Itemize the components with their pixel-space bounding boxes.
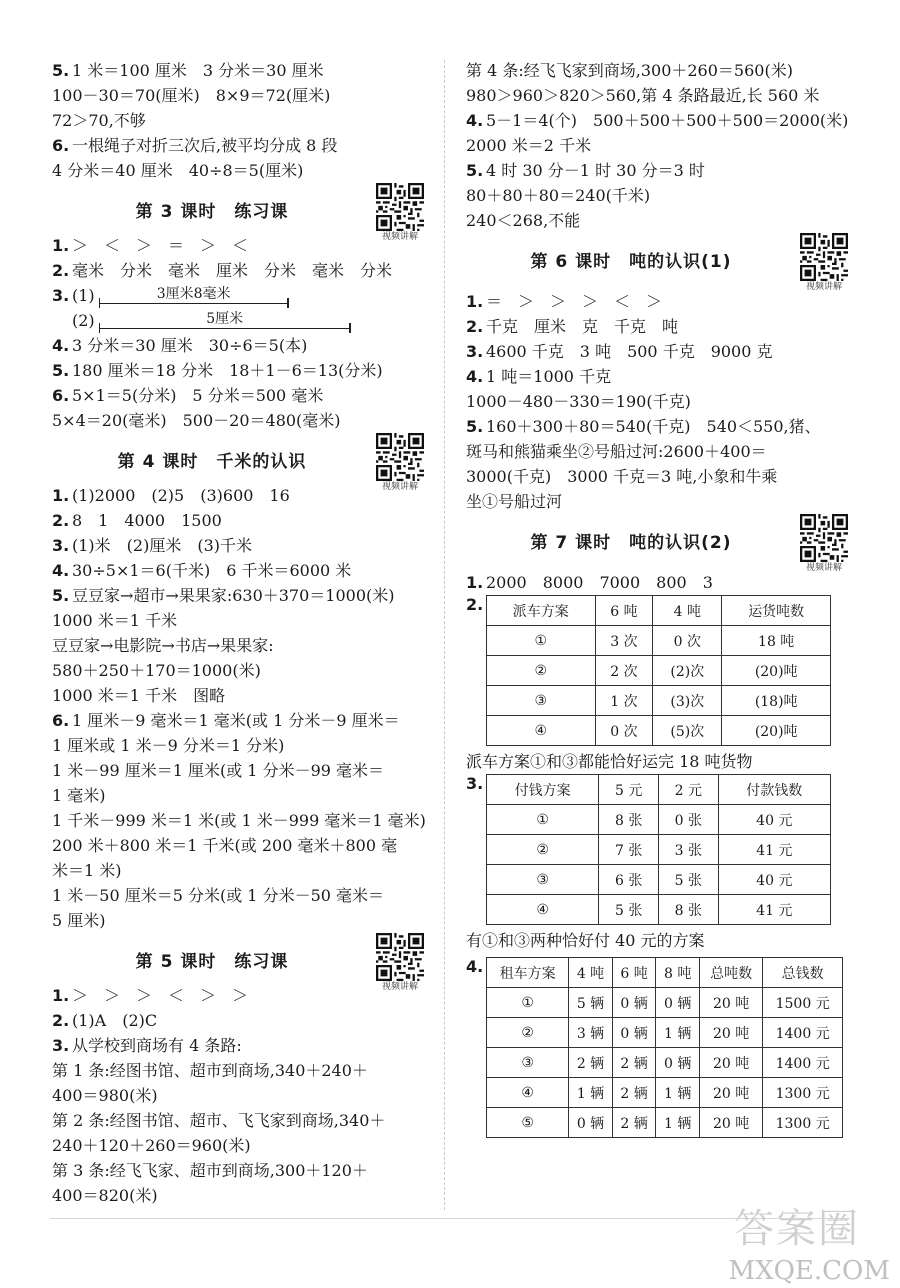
answer-line: (1)A (2)C (72, 1011, 158, 1030)
table-cell: 4 吨 (569, 958, 613, 988)
answer-line: 1 厘米或 1 米－9 分米＝1 分米) (52, 736, 285, 755)
answer-line: 4 时 30 分－1 时 30 分＝3 时 (486, 161, 705, 180)
table-cell: ④ (487, 716, 596, 746)
answer-line: 3000(千克) 3000 千克＝3 吨,小象和牛乘 (466, 467, 778, 486)
table-cell: ③ (487, 1048, 569, 1078)
table-cell: 0 辆 (569, 1108, 613, 1138)
column-divider (444, 60, 445, 1210)
table-cell: (20)吨 (722, 716, 831, 746)
table-cell: 0 辆 (612, 988, 656, 1018)
table-cell: 41 元 (718, 835, 830, 865)
table-note: 有①和③两种恰好付 40 元的方案 (466, 931, 705, 950)
answer-line: 第 4 条:经飞飞家到商场,300＋260＝560(米) (466, 61, 793, 80)
table-cell: 1 辆 (656, 1078, 700, 1108)
table-cell: 1 辆 (656, 1108, 700, 1138)
table-row (487, 656, 831, 686)
q6-line: 4 分米＝40 厘米 40÷8＝5(厘米) (52, 161, 304, 180)
answer-line: 3 分米＝30 厘米 30÷6＝5(本) (72, 336, 308, 355)
answer-line: 1 厘米－9 毫米＝1 毫米(或 1 分米－9 厘米＝ (72, 711, 400, 730)
section-title: 第 5 课时 练习课 (135, 952, 289, 972)
answer-line: 5 厘米) (52, 911, 106, 930)
qr-code[interactable]: 视频讲解 (798, 514, 850, 574)
table-header-row (487, 596, 831, 626)
answer-line: 80＋80＋80＝240(千米) (466, 186, 651, 205)
table-cell: 8 张 (599, 805, 659, 835)
answer-line: 从学校到商场有 4 条路: (72, 1036, 242, 1055)
answer-line: 1000－480－330＝190(千克) (466, 392, 691, 411)
table-cell: 2 辆 (612, 1108, 656, 1138)
qr-code[interactable]: 视频讲解 (374, 183, 426, 243)
answer-line: 1 米－99 厘米＝1 厘米(或 1 分米－99 毫米＝ (52, 761, 385, 780)
answer-line: ＝ ＞ ＞ ＞ ＜ ＞ (486, 292, 663, 311)
right-column: 第 4 条:经飞飞家到商场,300＋260＝560(米) 980＞960＞820＞560,第 4 条路最近,长 560 米 4. 5－1＝4(个) 500＋500＋500＋500＝2000(米) 2000 米＝2 千米 5. 4 时 30 分－1 时 30 分＝3 时 80＋80＋80＝240(千米) 240＜268,不能 第 6 课时 吨的认识(1) 视频讲解 1. ＝ ＞ ＞ ＞ ＜ ＞ 2. 千克 厘米 克 千克 吨 3. 4600 千克 3 吨 500 千克 9000 克 4. 1 吨＝1000 千克 1000－480－330＝190(千克) 5. 160＋300＋80＝540(千克) 540＜550,猪、 斑马和熊猫乘坐②号船过河:2600＋400＝ 3000(千克) 3000 千克＝3 吨,小象和牛乘 坐①号船过河 第 7 课时 吨的认识(2) 视频讲解 1. 2000 8000 7000 800 3 2. 派车方案 6 吨 4 吨 运货吨数 ① 3 次 0 次 18 吨 ② 2 次 (2)次 (20)吨 ③ 1 次 (3)次 (18)吨 ④ 0 次 (5)次 (20)吨 派车方案①和③都能恰好运完 18 吨货物 3. 付钱方案 5 元 2 元 付款钱数 ① 8 张 0 张 40 元 ② 7 张 3 张 41 元 ③ 6 张 5 张 40 元 ④ 5 张 8 张 41 元 有①和③两种恰好付 40 元的方案 4. 租车方案 4 吨 6 吨 8 吨 总吨数 总钱数 ① 5 辆 0 辆 0 辆 20 吨 1500 元 ② 3 辆 0 辆 1 辆 20 吨 1400 元 ③ 2 辆 2 辆 0 辆 20 吨 1400 元 ④ 1 辆 2 辆 1 辆 20 吨 1300 元 ⑤ 0 辆 2 辆 1 辆 20 吨 1300 元 (466, 58, 856, 1138)
table-cell: 0 次 (653, 626, 722, 656)
qr-code-icon (800, 514, 848, 562)
answer-line: 1 千米－999 米＝1 米(或 1 米－999 毫米＝1 毫米) (52, 811, 426, 830)
q4-table-block: 4. 租车方案 4 吨 6 吨 8 吨 总吨数 总钱数 ① 5 辆 0 辆 0 辆 20 吨 1500 元 ② 3 辆 0 辆 1 辆 20 吨 1400 元 ③ 2 辆 2 辆 0 辆 20 吨 1400 元 ④ 1 辆 2 辆 1 辆 20 吨 1300 元 ⑤ 0 辆 2 辆 1 辆 20 吨 1300 元 (466, 957, 856, 1138)
section-title: 第 7 课时 吨的认识(2) (530, 533, 732, 553)
table-cell: 6 张 (599, 865, 659, 895)
table-header-row (487, 775, 831, 805)
table-cell: 0 次 (595, 716, 653, 746)
table-cell: 租车方案 (487, 958, 569, 988)
segment-drawing-1: 3. (1) 3厘米8毫米 (52, 283, 432, 308)
answer-line: 第 2 条:经图书馆、超市、飞飞家到商场,340＋ (52, 1111, 386, 1130)
table-cell: 1 辆 (656, 1018, 700, 1048)
table-row (487, 865, 831, 895)
table-cell: ② (487, 656, 596, 686)
answer-line: 斑马和熊猫乘坐②号船过河:2600＋400＝ (466, 442, 767, 461)
table-cell: 1 次 (595, 686, 653, 716)
table-cell: 2 元 (658, 775, 718, 805)
segment-drawing-2: (2) 5厘米 (52, 308, 432, 333)
q5-block: 5. 1 米＝100 厘米 3 分米＝30 厘米 100－30＝70(厘米) 8×9＝72(厘米) 72＞70,不够 (52, 58, 432, 133)
table-cell: 18 吨 (722, 626, 831, 656)
answer-line: 豆豆家→电影院→书店→果果家: (52, 636, 274, 655)
q6-block: 6. 一根绳子对折三次后,被平均分成 8 段 4 分米＝40 厘米 40÷8＝5(厘米) (52, 133, 432, 183)
table-row (487, 716, 831, 746)
table-cell: 0 辆 (656, 988, 700, 1018)
answer-line: ＞ ＜ ＞ ＝ ＞ ＜ (72, 236, 249, 255)
left-column: 5. 1 米＝100 厘米 3 分米＝30 厘米 100－30＝70(厘米) 8×9＝72(厘米) 72＞70,不够 6. 一根绳子对折三次后,被平均分成 8 段 4 分米＝40 厘米 40÷8＝5(厘米) 第 3 课时 练习课 视频讲解 1. ＞ ＜ ＞ ＝ ＞ ＜ 2. 毫米 分米 毫米 厘米 分米 毫米 分米 3. (1) 3厘米8毫米 (2) 5厘米 4. 3 分米＝30 厘米 30÷6＝5(本) 5. 180 厘米＝18 分米 18＋1－6＝13(分米) 6. 5×1＝5(分米) 5 分米＝500 毫米 5×4＝20(毫米) 500－20＝480(毫米) 第 4 课时 千米的认识 视频讲解 1. (1)2000 (2)5 (3)600 16 2. 8 1 4000 1500 3. (1)米 (2)厘米 (3)千米 4. 30÷5×1＝6(千米) 6 千米＝6000 米 5. 豆豆家→超市→果果家:630＋370＝1000(米) 1000 米＝1 千米 豆豆家→电影院→书店→果果家: 580＋250＋170＝1000(米) 1000 米＝1 千米 图略 6. 1 厘米－9 毫米＝1 毫米(或 1 分米－9 厘米＝ 1 厘米或 1 米－9 分米＝1 分米) 1 米－99 厘米＝1 厘米(或 1 分米－99 毫米＝ 1 毫米) 1 千米－999 米＝1 米(或 1 米－999 毫米＝1 毫米) 200 米＋800 米＝1 千米(或 200 毫米＋800 毫 米＝1 米) 1 米－50 厘米＝5 分米(或 1 分米－50 毫米＝ 5 厘米) 第 5 课时 练习课 视频讲解 1. ＞ ＞ ＞ ＜ ＞ ＞ 2. (1)A (2)C 3. 从学校到商场有 4 条路: 第 1 条:经图书馆、超市到商场,340＋240＋ 400＝980(米) 第 2 条:经图书馆、超市、飞飞家到商场,340＋ 240＋120＋260＝960(米) 第 3 条:经飞飞家、超市到商场,300＋120＋ 400＝820(米) (52, 58, 432, 1208)
table-cell: 3 辆 (569, 1018, 613, 1048)
lesson3-header (52, 183, 432, 242)
answer-line: 千克 厘米 克 千克 吨 (486, 317, 679, 336)
table-cell: ③ (487, 686, 596, 716)
table-cell: 1500 元 (763, 988, 843, 1018)
lesson5-header (52, 933, 432, 992)
table-cell: 8 吨 (656, 958, 700, 988)
table-cell: 2 辆 (612, 1048, 656, 1078)
table-cell: ③ (487, 865, 599, 895)
answer-line: 毫米 分米 毫米 厘米 分米 毫米 分米 (72, 261, 393, 280)
table-cell: 0 辆 (612, 1018, 656, 1048)
table-cell: 20 吨 (699, 1018, 762, 1048)
table-cell: 20 吨 (699, 1078, 762, 1108)
table-row (487, 895, 831, 925)
table-cell: 3 张 (658, 835, 718, 865)
answer-line: 400＝980(米) (52, 1086, 158, 1105)
table-cell: 4 吨 (653, 596, 722, 626)
table-cell: 付钱方案 (487, 775, 599, 805)
table-row (487, 1048, 843, 1078)
table-cell: 1 辆 (569, 1078, 613, 1108)
table-cell: ② (487, 1018, 569, 1048)
table-cell: (5)次 (653, 716, 722, 746)
answer-line: 1000 米＝1 千米 (52, 611, 178, 630)
table-cell: 2 辆 (569, 1048, 613, 1078)
section-title: 第 6 课时 吨的认识(1) (530, 252, 732, 272)
qr-code[interactable]: 视频讲解 (374, 933, 426, 993)
table-header-row (487, 958, 843, 988)
table-cell: 5 张 (599, 895, 659, 925)
table-cell: (3)次 (653, 686, 722, 716)
table-cell: (2)次 (653, 656, 722, 686)
answer-line: 第 3 条:经飞飞家、超市到商场,300＋120＋ (52, 1161, 368, 1180)
table-cell: 付款钱数 (718, 775, 830, 805)
answer-line: 200 米＋800 米＝1 千米(或 200 毫米＋800 毫 (52, 836, 398, 855)
table-row (487, 1018, 843, 1048)
dispatch-plan-table (486, 595, 831, 746)
answer-line: 180 厘米＝18 分米 18＋1－6＝13(分米) (72, 361, 383, 380)
table-cell: ① (487, 626, 596, 656)
rental-plan-table (486, 957, 843, 1138)
table-row (487, 1108, 843, 1138)
answer-line: 5×1＝5(分米) 5 分米＝500 毫米 (72, 386, 324, 405)
table-cell: 1300 元 (763, 1078, 843, 1108)
answer-line: 2000 8000 7000 800 3 (486, 573, 713, 592)
table-cell: 5 张 (658, 865, 718, 895)
table-row (487, 805, 831, 835)
table-cell: ② (487, 835, 599, 865)
answer-line: 980＞960＞820＞560,第 4 条路最近,长 560 米 (466, 86, 820, 105)
lesson7-header (466, 514, 856, 573)
table-cell: 20 吨 (699, 1108, 762, 1138)
payment-plan-table (486, 774, 831, 925)
answer-line: 2000 米＝2 千米 (466, 136, 592, 155)
table-cell: 40 元 (718, 865, 830, 895)
answer-line: 30÷5×1＝6(千米) 6 千米＝6000 米 (72, 561, 352, 580)
table-cell: 6 吨 (595, 596, 653, 626)
table-cell: ④ (487, 1078, 569, 1108)
qr-code[interactable]: 视频讲解 (374, 433, 426, 493)
answer-line: (1)2000 (2)5 (3)600 16 (72, 486, 290, 505)
q5-line: 100－30＝70(厘米) 8×9＝72(厘米) (52, 86, 331, 105)
table-cell: 20 吨 (699, 1048, 762, 1078)
table-cell: 派车方案 (487, 596, 596, 626)
section-title: 第 3 课时 练习课 (135, 202, 289, 222)
answer-line: 8 1 4000 1500 (72, 511, 222, 530)
answer-line: 160＋300＋80＝540(千克) 540＜550,猪、 (486, 417, 821, 436)
table-row (487, 988, 843, 1018)
answer-line: 豆豆家→超市→果果家:630＋370＝1000(米) (72, 586, 395, 605)
table-cell: 0 张 (658, 805, 718, 835)
line-segment: 5厘米 (99, 315, 351, 329)
table-cell: 40 元 (718, 805, 830, 835)
table-note: 派车方案①和③都能恰好运完 18 吨货物 (466, 752, 753, 771)
q5-line: 1 米＝100 厘米 3 分米＝30 厘米 (72, 61, 324, 80)
table-cell: 总吨数 (699, 958, 762, 988)
answer-line: 240＋120＋260＝960(米) (52, 1136, 251, 1155)
q3-table-block: 3. 付钱方案 5 元 2 元 付款钱数 ① 8 张 0 张 40 元 ② 7 张 3 张 41 元 ③ 6 张 5 张 40 元 ④ 5 张 8 张 41 元 (466, 774, 856, 925)
line-segment: 3厘米8毫米 (99, 290, 289, 304)
qr-code[interactable]: 视频讲解 (798, 233, 850, 293)
answer-line: ＞ ＞ ＞ ＜ ＞ ＞ (72, 986, 249, 1005)
lesson4-header (52, 433, 432, 492)
table-cell: 8 张 (658, 895, 718, 925)
qr-code-icon (376, 183, 424, 231)
answer-line: 1 米－50 厘米＝5 分米(或 1 分米－50 毫米＝ (52, 886, 385, 905)
table-cell: 2 次 (595, 656, 653, 686)
answer-line: 1000 米＝1 千米 图略 (52, 686, 226, 705)
q5-line: 72＞70,不够 (52, 111, 146, 130)
table-cell: ④ (487, 895, 599, 925)
table-cell: ① (487, 988, 569, 1018)
answer-line: 400＝820(米) (52, 1186, 158, 1205)
lesson6-header (466, 233, 856, 292)
table-cell: 1300 元 (763, 1108, 843, 1138)
table-cell: (18)吨 (722, 686, 831, 716)
answer-line: 240＜268,不能 (466, 211, 581, 230)
table-cell: 20 吨 (699, 988, 762, 1018)
table-row (487, 1078, 843, 1108)
table-cell: 总钱数 (763, 958, 843, 988)
table-cell: 5 辆 (569, 988, 613, 1018)
bottom-rule (50, 1218, 850, 1219)
table-cell: 3 次 (595, 626, 653, 656)
answer-line: 4600 千克 3 吨 500 千克 9000 克 (486, 342, 773, 361)
answer-line: 米＝1 米) (52, 861, 122, 880)
answer-line: 580＋250＋170＝1000(米) (52, 661, 261, 680)
answer-line: 1 吨＝1000 千克 (486, 367, 612, 386)
answer-line: 第 1 条:经图书馆、超市到商场,340＋240＋ (52, 1061, 368, 1080)
table-row (487, 686, 831, 716)
table-cell: (20)吨 (722, 656, 831, 686)
table-cell: ① (487, 805, 599, 835)
section-title: 第 4 课时 千米的认识 (117, 452, 307, 472)
q2-table-block: 2. 派车方案 6 吨 4 吨 运货吨数 ① 3 次 0 次 18 吨 ② 2 次 (2)次 (20)吨 ③ 1 次 (3)次 (18)吨 ④ 0 次 (5)次 (20)吨 (466, 595, 856, 746)
table-cell: ⑤ (487, 1108, 569, 1138)
answer-line: 5×4＝20(毫米) 500－20＝480(毫米) (52, 411, 341, 430)
table-cell: 41 元 (718, 895, 830, 925)
table-cell: 0 辆 (656, 1048, 700, 1078)
answer-line: 5－1＝4(个) 500＋500＋500＋500＝2000(米) (486, 111, 849, 130)
table-cell: 7 张 (599, 835, 659, 865)
table-cell: 6 吨 (612, 958, 656, 988)
table-row (487, 835, 831, 865)
table-cell: 1400 元 (763, 1018, 843, 1048)
table-row (487, 626, 831, 656)
answer-line: 坐①号船过河 (466, 492, 563, 511)
qr-code-icon (376, 433, 424, 481)
answer-line: 1 毫米) (52, 786, 106, 805)
answer-line: (1)米 (2)厘米 (3)千米 (72, 536, 252, 555)
table-cell: 2 辆 (612, 1078, 656, 1108)
qr-code-icon (800, 233, 848, 281)
qr-code-icon (376, 933, 424, 981)
table-cell: 5 元 (599, 775, 659, 805)
table-cell: 1400 元 (763, 1048, 843, 1078)
table-cell: 运货吨数 (722, 596, 831, 626)
q6-line: 一根绳子对折三次后,被平均分成 8 段 (72, 136, 338, 155)
